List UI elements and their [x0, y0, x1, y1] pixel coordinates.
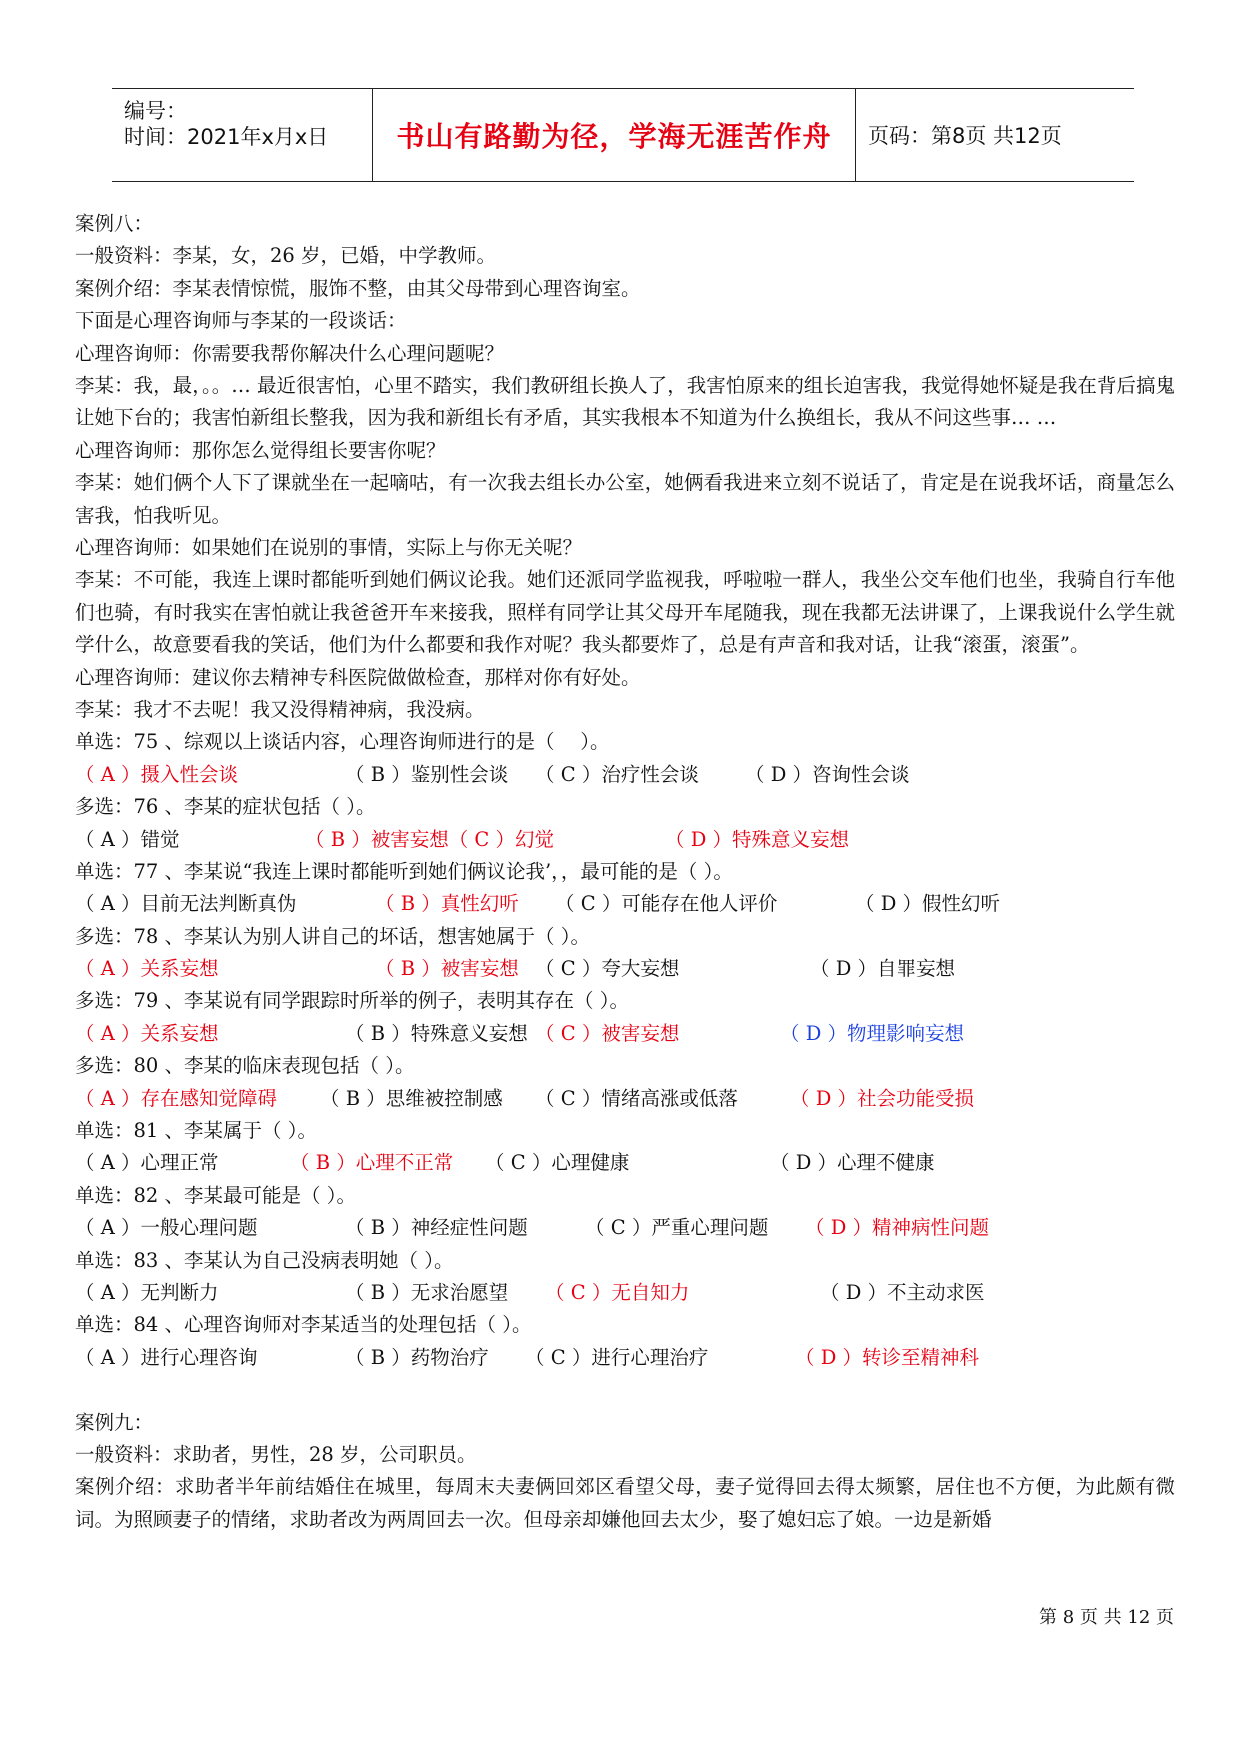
- answer-option: （ D ）自罪妄想: [810, 957, 956, 981]
- option-row: [75, 1018, 1175, 1050]
- page-footer: 第 8 页 共 12 页: [1039, 1607, 1174, 1628]
- case9-intro: 案例介绍：求助者半年前结婚住在城里，每周末夫妻俩回郊区看望父母，妻子觉得回去得太频繁，居住也不方便，为此颇有微词。为照顾妻子的情绪，求助者改为两周回去一次。但母亲却嫌他回去太少，娶了媳妇忘了娘。一边是新婚: [75, 1475, 1175, 1531]
- document-body: [75, 208, 1175, 1536]
- answer-option: （ B ）特殊意义妄想: [345, 1021, 528, 1045]
- case8-title: 案例八：: [75, 212, 154, 235]
- answer-option: （ C ）夸大妄想: [535, 957, 680, 981]
- case8-dialog-intro: 下面是心理咨询师与李某的一段谈话：: [75, 309, 407, 333]
- answer-option: （ C ）被害妄想: [535, 1021, 680, 1045]
- answer-option: （ B ）神经症性问题: [345, 1216, 528, 1240]
- answer-option: （ D ）特殊意义妄想: [665, 827, 850, 851]
- dialog-counselor-2: 心理咨询师：那你怎么觉得组长要害你呢？: [75, 438, 446, 462]
- answer-option: （ C ）心理健康: [485, 1151, 630, 1175]
- answer-option: （ D ）咨询性会谈: [745, 762, 910, 786]
- answer-option: （ C ）可能存在他人评价: [555, 892, 778, 916]
- option-row: [75, 888, 1175, 920]
- serial-label: 编号：: [124, 99, 187, 123]
- answer-option: （ D ）转诊至精神科: [795, 1345, 980, 1369]
- answer-option: （ A ）存在感知觉障碍: [75, 1086, 277, 1110]
- question-stem: 单选：81 、李某属于（ ）。: [75, 1119, 317, 1143]
- answer-option: （ C ）严重心理问题: [585, 1216, 769, 1240]
- question-stem: 多选：79 、李某说有同学跟踪时所举的例子，表明其存在（ ）。: [75, 989, 629, 1013]
- answer-option: （ A ）关系妄想: [75, 1021, 219, 1045]
- answer-option: （ D ）假性幻听: [855, 892, 1001, 916]
- answer-option: （ C ）治疗性会谈: [535, 762, 699, 786]
- answer-option: （ D ）物理影响妄想: [780, 1021, 965, 1045]
- question-list: [75, 726, 1175, 1374]
- header-page-info: 页码：第8页 共12页: [868, 124, 1062, 148]
- answer-option: （ B ）药物治疗: [345, 1345, 489, 1369]
- option-row: [75, 1212, 1175, 1244]
- answer-option: （ A ）摄入性会谈: [75, 762, 238, 786]
- answer-option: （ A ）目前无法判断真伪: [75, 892, 297, 916]
- option-row: [75, 1342, 1175, 1374]
- dialog-counselor-1: 心理咨询师：你需要我帮你解决什么心理问题呢？: [75, 341, 505, 365]
- dialog-client-3: 李某：不可能，我连上课时都能听到她们俩议论我。她们还派同学监视我，呼啦啦一群人，我坐公交车他们也坐，我骑自行车他们也骑，有时我实在害怕就让我爸爸开车来接我，照样有同学让其父母开车尾随我，现在我都无法讲课了，上课我说什么学生就学什么，故意要看我的笑话，他们为什么都要和我作对呢？我头都要炸了，总是有声音和我对话，让我“滚蛋，滚蛋”。: [75, 568, 1175, 657]
- answer-option: （ C ）进行心理治疗: [525, 1345, 709, 1369]
- answer-option: （ D ）心理不健康: [770, 1151, 935, 1175]
- case9-general: 一般资料：求助者，男性，28 岁，公司职员。: [75, 1442, 477, 1466]
- dialog-counselor-4: 心理咨询师：建议你去精神专科医院做做检查，那样对你有好处。: [75, 665, 641, 689]
- time-label: 时间：2021年x月x日: [124, 125, 329, 149]
- case8-general: 一般资料：李某，女，26 岁，已婚，中学教师。: [75, 244, 497, 268]
- question-stem: 单选：84 、心理咨询师对李某适当的处理包括（ ）。: [75, 1313, 532, 1337]
- option-row: [75, 1277, 1175, 1309]
- question-stem: 单选：75 、综观以上谈话内容，心理咨询师进行的是（ ）。: [75, 730, 610, 754]
- case9-title: 案例九：: [75, 1410, 154, 1434]
- header-motto: 书山有路勤为径，学海无涯苦作舟: [372, 89, 856, 181]
- answer-option: （ B ）真性幻听: [375, 892, 519, 916]
- case8-intro: 案例介绍：李某表情惊慌，服饰不整，由其父母带到心理咨询室。: [75, 276, 641, 300]
- answer-option: （ A ）错觉: [75, 827, 180, 851]
- answer-option: （ D ）不主动求医: [820, 1281, 985, 1304]
- answer-option: （ B ）鉴别性会谈: [345, 762, 509, 786]
- answer-option: （ B ）心理不正常: [290, 1151, 454, 1175]
- dialog-client-2: 李某：她们俩个人下了课就坐在一起嘀咕，有一次我去组长办公室，她俩看我进来立刻不说话了，肯定是在说我坏话，商量怎么害我，怕我听见。: [75, 471, 1175, 527]
- answer-option: （ C ）情绪高涨或低落: [535, 1086, 738, 1110]
- question-stem: 多选：76 、李某的症状包括（ ）。: [75, 795, 376, 819]
- answer-option: （ A ）关系妄想: [75, 957, 219, 981]
- question-stem: 单选：77 、李某说“我连上课时都能听到她们俩议论我’，，最可能的是（ ）。: [75, 859, 733, 883]
- question-stem: 单选：82 、李某最可能是（ ）。: [75, 1183, 356, 1207]
- answer-option: （ A ）进行心理咨询: [75, 1345, 258, 1369]
- answer-option: （ B ）无求治愿望: [345, 1281, 509, 1304]
- question-stem: 单选：83 、李某认为自己没病表明她（ ）。: [75, 1248, 454, 1272]
- answer-option: （ D ）社会功能受损: [790, 1086, 975, 1110]
- answer-option: （ C ）无自知力: [545, 1281, 690, 1304]
- option-row: [75, 824, 1175, 856]
- dialog-client-1: 李某：我，最，。。… 最近很害怕，心里不踏实，我们教研组长换人了，我害怕原来的组长迫害我，我觉得她怀疑是我在背后搞鬼让她下台的；我害怕新组长整我，因为我和新组长有矛盾，其实我根本不知道为什么换组长，我从不问这些事… …: [75, 373, 1175, 430]
- answer-option: （ A ）一般心理问题: [75, 1216, 258, 1240]
- option-row: [75, 953, 1175, 985]
- option-row: [75, 1083, 1175, 1115]
- question-stem: 多选：78 、李某认为别人讲自己的坏话，想害她属于（ ）。: [75, 924, 590, 948]
- answer-option: （ B ）被害妄想: [375, 957, 519, 981]
- dialog-client-4: 李某：我才不去呢！我又没得精神病，我没病。: [75, 697, 485, 721]
- answer-option: （ B ）被害妄想（ C ）幻觉: [305, 827, 555, 851]
- answer-option: （ A ）心理正常: [75, 1151, 219, 1175]
- section-gap: [75, 1374, 1175, 1406]
- page-header: [112, 88, 1134, 182]
- option-row: [75, 1147, 1175, 1179]
- answer-option: （ D ）精神病性问题: [805, 1216, 990, 1240]
- dialog-counselor-3: 心理咨询师：如果她们在说别的事情，实际上与你无关呢？: [75, 535, 583, 559]
- answer-option: （ B ）思维被控制感: [320, 1086, 503, 1110]
- option-row: [75, 759, 1175, 791]
- answer-option: （ A ）无判断力: [75, 1281, 219, 1304]
- question-stem: 多选：80 、李某的临床表现包括（ ）。: [75, 1054, 415, 1078]
